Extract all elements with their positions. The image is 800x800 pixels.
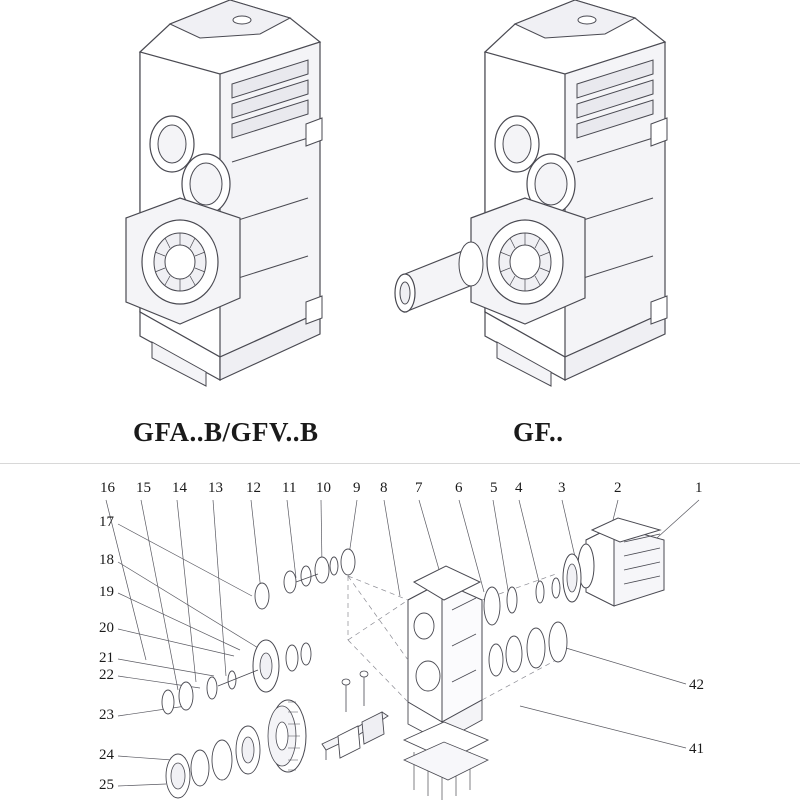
callout-11: 11 xyxy=(282,480,297,496)
callout-41: 41 xyxy=(689,741,704,757)
callout-10: 10 xyxy=(316,480,331,496)
callout-15: 15 xyxy=(136,480,151,496)
callout-3: 3 xyxy=(558,480,566,496)
callout-8: 8 xyxy=(380,480,388,496)
callout-21: 21 xyxy=(99,650,114,666)
callout-19: 19 xyxy=(99,584,114,600)
callout-7: 7 xyxy=(415,480,423,496)
caption-gf: GF.. xyxy=(513,417,564,447)
callout-22: 22 xyxy=(99,667,114,683)
callout-18: 18 xyxy=(99,552,114,568)
callout-4: 4 xyxy=(515,480,523,496)
callout-24: 24 xyxy=(99,747,114,763)
callout-13: 13 xyxy=(208,480,223,496)
callout-5: 5 xyxy=(490,480,498,496)
callout-12: 12 xyxy=(246,480,261,496)
callout-25: 25 xyxy=(99,777,114,793)
caption-gfab-gfvb: GFA..B/GFV..B xyxy=(133,417,319,447)
callout-9: 9 xyxy=(353,480,361,496)
callout-16: 16 xyxy=(100,480,115,496)
callout-17: 17 xyxy=(99,514,114,530)
callout-20: 20 xyxy=(99,620,114,636)
callout-42: 42 xyxy=(689,677,704,693)
callout-2: 2 xyxy=(614,480,622,496)
callout-6: 6 xyxy=(455,480,463,496)
callout-23: 23 xyxy=(99,707,114,723)
callout-1: 1 xyxy=(695,480,703,496)
callout-14: 14 xyxy=(172,480,187,496)
